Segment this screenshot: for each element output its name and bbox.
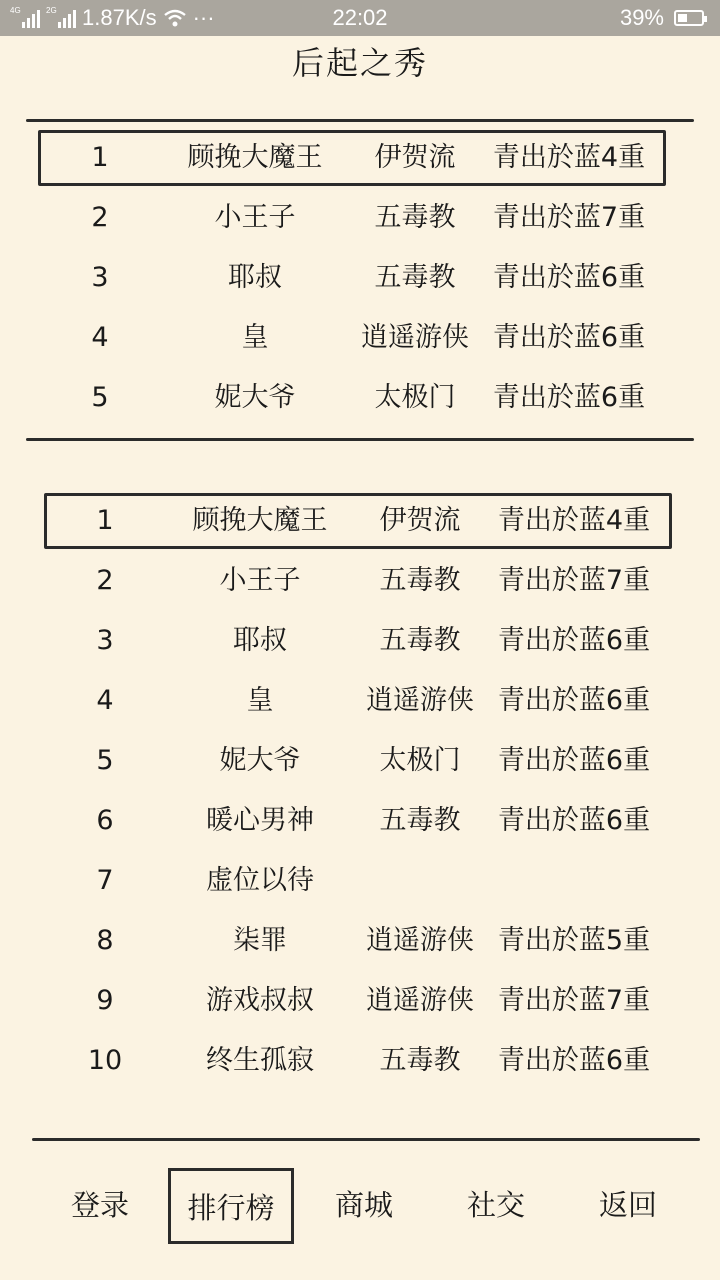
rank-cell: 6: [96, 805, 114, 836]
rank-cell: 3: [91, 262, 109, 293]
guild-cell: 五毒教: [374, 262, 456, 293]
level-cell: 青出於蓝6重: [497, 1045, 651, 1076]
rank-cell: 2: [91, 202, 109, 233]
name-cell: 顾挽大魔王: [192, 505, 328, 536]
name-cell: 柒罪: [233, 925, 287, 956]
rank-cell: 3: [96, 625, 114, 656]
level-cell: 青出於蓝6重: [497, 745, 651, 776]
page-title: 后起之秀: [291, 44, 428, 82]
rank-cell: 8: [96, 925, 114, 956]
name-cell: 妮大爷: [214, 382, 296, 413]
level-cell: 青出於蓝7重: [492, 202, 646, 233]
table-row: [0, 248, 720, 308]
table-row: [0, 611, 720, 671]
divider-top: [26, 119, 694, 122]
divider-bottom: [32, 1138, 700, 1141]
ranking-button[interactable]: 排行榜: [168, 1168, 294, 1244]
table-row: [0, 851, 720, 911]
level-cell: 青出於蓝6重: [497, 805, 651, 836]
shop-button[interactable]: 商城: [334, 1188, 393, 1222]
guild-cell: 五毒教: [379, 625, 461, 656]
bottom-nav: [0, 1168, 720, 1244]
network-speed: 1.87K/s: [82, 5, 157, 30]
guild-cell: 逍遥游侠: [366, 685, 474, 716]
guild-cell: 五毒教: [379, 805, 461, 836]
login-button[interactable]: 登录: [70, 1188, 129, 1222]
guild-cell: 五毒教: [379, 1045, 461, 1076]
guild-cell: 五毒教: [374, 202, 456, 233]
guild-cell: 伊贺流: [374, 142, 456, 173]
rank-cell: 7: [96, 865, 114, 896]
rank-cell: 5: [96, 745, 114, 776]
rank-cell: 9: [96, 985, 114, 1016]
name-cell: 皇: [241, 322, 269, 353]
status-time: 22:02: [332, 5, 388, 30]
more-icon: ···: [192, 5, 215, 30]
level-cell: 青出於蓝6重: [492, 382, 646, 413]
rank-cell: 2: [96, 565, 114, 596]
rank-cell: 1: [96, 505, 114, 536]
name-cell: 皇: [246, 685, 274, 716]
guild-cell: 逍遥游侠: [361, 322, 469, 353]
table-row: [0, 368, 720, 428]
name-cell: 虚位以待: [206, 865, 314, 896]
name-cell: 耶叔: [233, 625, 287, 656]
level-cell: 青出於蓝4重: [497, 505, 651, 536]
name-cell: 终生孤寂: [206, 1045, 314, 1076]
status-right: [620, 5, 704, 31]
table-row: [0, 491, 720, 551]
table-row: [0, 128, 720, 188]
signal-4g-label: 4G: [10, 6, 21, 15]
battery-icon: [674, 10, 704, 26]
name-cell: 耶叔: [228, 262, 282, 293]
table-row: [0, 1031, 720, 1091]
rank-cell: 4: [91, 322, 109, 353]
level-cell: 青出於蓝6重: [492, 322, 646, 353]
social-button[interactable]: 社交: [466, 1188, 525, 1222]
guild-cell: 逍遥游侠: [366, 925, 474, 956]
level-cell: 青出於蓝7重: [497, 565, 651, 596]
battery-percent: 39%: [619, 5, 664, 30]
status-bar: [0, 0, 720, 36]
rank-cell: 4: [96, 685, 114, 716]
rank-cell: 5: [91, 382, 109, 413]
level-cell: 青出於蓝6重: [497, 685, 651, 716]
guild-cell: 太极门: [374, 382, 456, 413]
guild-cell: 五毒教: [379, 565, 461, 596]
table-row: [0, 188, 720, 248]
signal-2g-label: 2G: [46, 6, 57, 15]
divider-middle: [26, 438, 694, 441]
name-cell: 暖心男神: [206, 805, 314, 836]
name-cell: 小王子: [214, 202, 296, 233]
table-row: [0, 731, 720, 791]
table-row: [0, 308, 720, 368]
name-cell: 小王子: [219, 565, 301, 596]
back-button[interactable]: 返回: [598, 1188, 657, 1222]
table-row: [0, 551, 720, 611]
level-cell: 青出於蓝4重: [492, 142, 646, 173]
name-cell: 游戏叔叔: [206, 985, 314, 1016]
table-row: [0, 911, 720, 971]
guild-cell: 伊贺流: [379, 505, 461, 536]
level-cell: 青出於蓝5重: [497, 925, 651, 956]
table-row: [0, 671, 720, 731]
table-row: [0, 791, 720, 851]
rank-cell: 10: [87, 1045, 123, 1076]
level-cell: 青出於蓝6重: [497, 625, 651, 656]
table-row: [0, 971, 720, 1031]
guild-cell: 逍遥游侠: [366, 985, 474, 1016]
level-cell: 青出於蓝7重: [497, 985, 651, 1016]
name-cell: 顾挽大魔王: [187, 142, 323, 173]
guild-cell: 太极门: [379, 745, 461, 776]
name-cell: 妮大爷: [219, 745, 301, 776]
rank-cell: 1: [91, 142, 109, 173]
level-cell: 青出於蓝6重: [492, 262, 646, 293]
